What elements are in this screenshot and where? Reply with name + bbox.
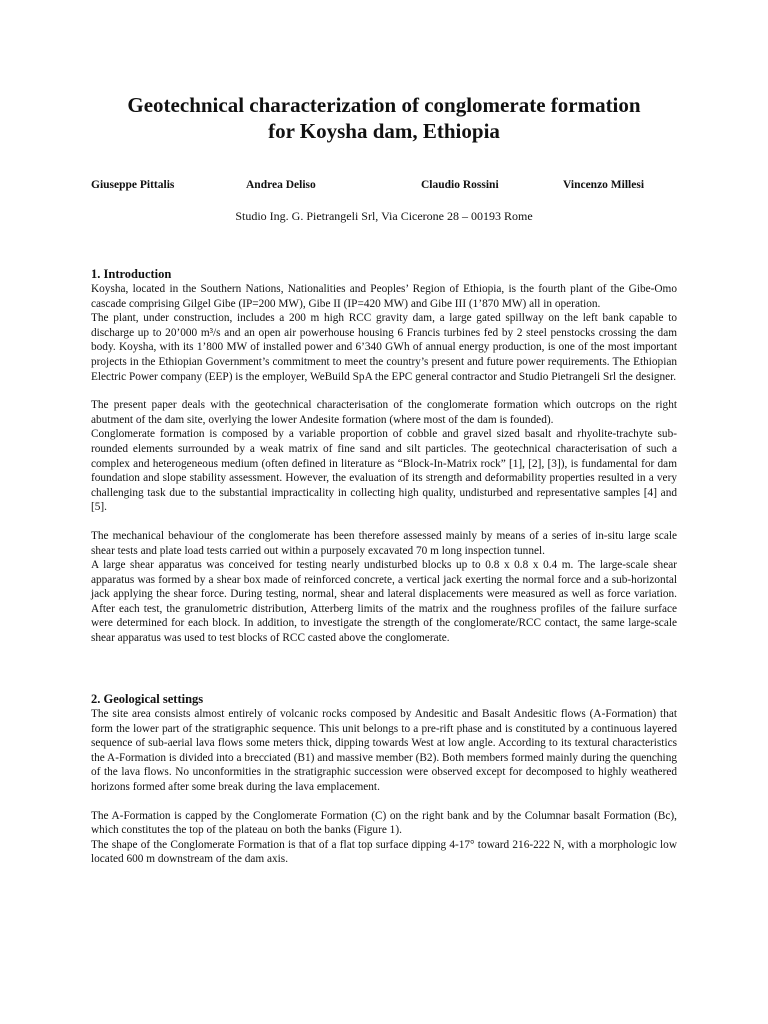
paragraph: The present paper deals with the geotechnical characterisation of the conglomerate formation which outcrops on the right abutment of the dam site, overlying the lower Andesite formation (where most of the dam is founded). <box>91 399 677 426</box>
author-1: Giuseppe Pittalis <box>91 179 175 191</box>
paragraph: The mechanical behaviour of the conglomerate has been therefore assessed mainly by means of a series of in-situ large scale shear tests and plate load tests carried out within a purposely excavated 70 m long inspection tunnel. <box>91 529 677 557</box>
section-geological-settings <box>91 692 677 867</box>
author-2: Andrea Deliso <box>246 179 316 191</box>
paragraph: The A-Formation is capped by the Conglomerate Formation (C) on the right bank and by the Columnar basalt Formation (Bc), which constitutes the top of the plateau on both the banks (Figure 1). <box>91 809 677 837</box>
author-4: Vincenzo Millesi <box>563 179 645 191</box>
title-line-2: for Koysha dam, Ethiopia <box>268 119 500 143</box>
paper-title <box>60 92 708 144</box>
section-heading: 1. Introduction <box>91 267 172 281</box>
title-line-1: Geotechnical characterization of conglomerate formation <box>127 93 641 117</box>
paragraph: The plant, under construction, includes a 200 m high RCC gravity dam, a large gated spillway on the left bank capable to discharge up to 20’000 m³/s and an open air powerhouse housing 6 Francis turbines fed by 2 steel penstocks crossing the dam body. Koysha, with its 1’800 MW of installed power and 6’340 GWh of annual energy production, is one of the most important projects in the Ethiopian Government’s commitment to meet the country’s present and future power requirements. The Ethiopian Electric Power company (EEP) is the employer, WeBuild SpA the EPC general contractor and Studio Pietrangeli Srl the designer. <box>91 312 677 383</box>
author-list <box>0 179 768 197</box>
paragraph: A large shear apparatus was conceived for testing nearly undisturbed blocks up to 0.8 x 0.8 x 0.4 m. The large-scale shear apparatus was formed by a shear box made of reinforced concrete, a vertical jack exerting the normal force and a sub-horizontal jack applying the shear force. During testing, normal, shear and lateral displacements were measured as well as force variation. After each test, the granulometric distribution, Atterberg limits of the matrix and the roughness profiles of the failure surface were determined for each block. In addition, to investigate the strength of the conglomerate/RCC contact, the same large-scale shear apparatus was used to test blocks of RCC casted above the conglomerate. <box>91 559 677 645</box>
paragraph: The shape of the Conglomerate Formation is that of a flat top surface dipping 4-17° toward 216-222 N, with a morphologic low located 600 m downstream of the dam axis. <box>91 838 677 866</box>
paragraph: The site area consists almost entirely of volcanic rocks composed by Andesitic and Basalt Andesitic flows (A-Formation) that form the lower part of the stratigraphic sequence. This unit belongs to a pre-rift phase and is constituted by a continuous layered sequence of sub-aerial lava flows some meters thick, dipping towards West at low angle. According to its textural characteristics the A-Formation is divided into a brecciated (B1) and massive member (B2). Both members formed mainly during the quenching of the lava flows. No unconformities in the stratigraphic succession were observed except for decomposed to highly weathered horizons formed after some break during the lava emplacement. <box>91 708 677 793</box>
paragraph: Koysha, located in the Southern Nations, Nationalities and Peoples’ Region of Ethiopia, is the fourth plant of the Gibe-Omo cascade comprising Gilgel Gibe (IP=200 MW), Gibe II (IP=420 MW) and Gibe III (1’870 MW) all in operation. <box>91 283 677 310</box>
section-introduction <box>91 267 677 646</box>
paragraph: Conglomerate formation is composed by a variable proportion of cobble and gravel sized basalt and rhyolite-trachyte sub-rounded elements surrounded by a weak matrix of fine sand and silt particles. The geotechnical characterisation of such a complex and heterogeneous medium (often defined in literature as “Block-In-Matrix rock” [1], [2], [3]), is fundamental for dam foundation and slope stability assessment. However, the evaluation of its strength and deformability properties resulted in a very challenging task due to the substantial impracticality in collecting high quality, undisturbed and representative samples [4] and [5]. <box>91 428 677 514</box>
section-heading: 2. Geological settings <box>91 692 204 706</box>
author-3: Claudio Rossini <box>421 179 499 191</box>
affiliation: Studio Ing. G. Pietrangeli Srl, Via Cicerone 28 – 00193 Rome <box>235 209 533 223</box>
